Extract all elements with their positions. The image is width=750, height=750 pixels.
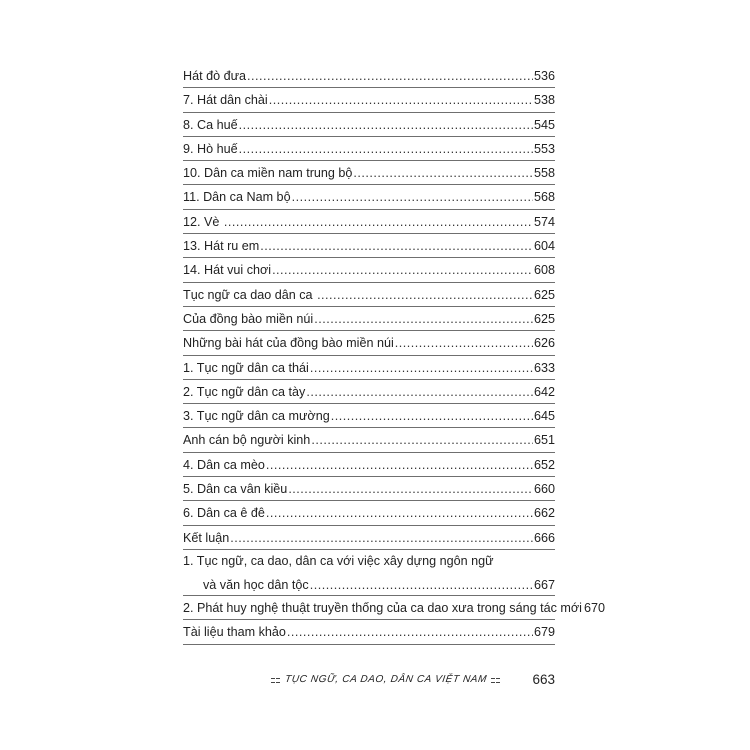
dot-leader: [317, 283, 533, 307]
toc-entry: [183, 477, 555, 501]
toc-entry-row: [183, 501, 555, 525]
toc-entry-row: [183, 596, 605, 620]
dot-leader: [224, 210, 533, 234]
toc-entry-page: 608: [533, 263, 555, 278]
toc-entry-page: 536: [533, 69, 555, 83]
toc-entry: [183, 526, 555, 550]
dot-leader: [395, 331, 533, 355]
dot-leader: [247, 64, 533, 88]
toc-entry-page: 538: [533, 93, 555, 108]
toc-entry-title: 10. Dân ca miền nam trung bộ: [183, 166, 353, 181]
toc-entry-title: 5. Dân ca vân kiều: [183, 482, 288, 497]
dot-leader: [331, 404, 533, 428]
toc-entry: [183, 137, 555, 161]
toc-entry-page: 679: [533, 625, 555, 640]
toc-entry-row: [183, 620, 555, 644]
toc-entry-title: 9. Hò huế: [183, 141, 238, 156]
toc-entry-row: [183, 573, 555, 597]
toc-entry-row: [183, 356, 555, 380]
toc-entry-title: 8. Ca huế: [183, 117, 238, 132]
toc-entry-row: [183, 113, 555, 137]
toc-entry-row: [183, 380, 555, 404]
dot-leader: [310, 356, 533, 380]
toc-entry-title: 4. Dân ca mèo: [183, 457, 265, 472]
toc-entry-row: [183, 137, 555, 161]
toc-entry-title-line1: 1. Tục ngữ, ca dao, dân ca với việc xây dựng ngôn ngữ: [183, 553, 494, 568]
toc-entry-row: [183, 526, 555, 550]
toc-entry: [183, 596, 605, 620]
dot-leader: [272, 258, 533, 282]
toc-entry-title: Tục ngữ ca dao dân ca: [183, 287, 317, 302]
toc-entry: [183, 210, 555, 234]
toc-entry-row: [183, 307, 555, 331]
toc-entry-page: 652: [533, 457, 555, 472]
dot-leader: [292, 185, 533, 209]
page-footer: [270, 669, 555, 689]
toc-entry-page: 604: [533, 239, 555, 254]
toc-entry-title: 3. Tục ngữ dân ca mường: [183, 409, 330, 424]
toc-entry: [183, 307, 555, 331]
toc-entry-title: 14. Hát vui chơi: [183, 263, 272, 278]
page-number: 663: [532, 671, 555, 687]
toc-entry-page: 626: [533, 336, 555, 351]
toc-entry-row: [183, 453, 555, 477]
toc-entry-page: 662: [533, 506, 555, 521]
toc-entry: [183, 428, 555, 452]
toc-entry-row: [183, 283, 555, 307]
toc-entry: [183, 620, 555, 644]
toc-entry-page: 553: [533, 141, 555, 156]
toc-entry-row: [183, 258, 555, 282]
dot-leader: [288, 477, 533, 501]
dot-leader: [266, 501, 533, 525]
running-title: TỤC NGỮ, CA DAO, DÂN CA VIỆT NAM: [284, 673, 488, 685]
toc-entry-page: 667: [533, 577, 555, 592]
ornament-right-icon: [490, 675, 502, 683]
toc-entry-title: Anh cán bộ người kinh: [183, 433, 311, 448]
toc-entry: [183, 356, 555, 380]
toc-entry-page: 545: [533, 117, 555, 132]
dot-leader: [266, 453, 533, 477]
toc-entry-page: 574: [533, 214, 555, 229]
toc-entry: [183, 331, 555, 355]
toc-entry: [183, 113, 555, 137]
toc-entry-page: 666: [533, 530, 555, 545]
toc-entry-page: 558: [533, 166, 555, 181]
dot-leader: [310, 573, 533, 597]
dot-leader: [260, 234, 533, 258]
toc-entry-page: 625: [533, 287, 555, 302]
toc-entry-page: 568: [533, 190, 555, 205]
entry-underline: [183, 644, 555, 645]
toc-entry-row: [183, 64, 555, 88]
toc-entry-title: 2. Phát huy nghệ thuật truyền thống của ca dao xưa trong sáng tác mới: [183, 600, 582, 615]
toc-entry: [183, 161, 555, 185]
toc-entry-row: [183, 210, 555, 234]
toc-entry-title: 13. Hát ru em: [183, 239, 260, 254]
toc-entry-row: [183, 234, 555, 258]
toc-entry-title: Những bài hát của đồng bào miền núi: [183, 336, 394, 351]
toc-entry-title: Của đồng bào miền núi: [183, 311, 314, 326]
toc-entry: [183, 185, 555, 209]
toc-entry-multiline: [183, 550, 555, 596]
dot-leader: [239, 137, 533, 161]
toc-entry: [183, 453, 555, 477]
toc-entry-title: 11. Dân ca Nam bộ: [183, 190, 291, 205]
toc-entry: [183, 404, 555, 428]
dot-leader: [287, 620, 533, 644]
dot-leader: [311, 428, 533, 452]
toc-entry-title: Tài liệu tham khảo: [183, 625, 286, 640]
toc-entry-page: 645: [533, 409, 555, 424]
toc-entry-title: 1. Tục ngữ dân ca thái: [183, 360, 309, 375]
dot-leader: [306, 380, 533, 404]
toc-entry-row: [183, 477, 555, 501]
toc-entry-page: 651: [533, 433, 555, 448]
ornament-left-icon: [270, 675, 282, 683]
toc-entry-title-line2: và văn học dân tộc: [203, 577, 309, 592]
toc-entry-title: Hát đò đưa: [183, 69, 247, 83]
toc-entry-page: 670: [583, 600, 605, 615]
table-of-contents: [183, 64, 605, 645]
toc-entry-title: 6. Dân ca ê đê: [183, 506, 265, 521]
toc-entry-page: 660: [533, 482, 555, 497]
toc-entry-page: 625: [533, 311, 555, 326]
toc-entry-page: 633: [533, 360, 555, 375]
toc-entry-row: [183, 428, 555, 452]
toc-entry: [183, 258, 555, 282]
dot-leader: [230, 526, 533, 550]
toc-entry-row: [183, 185, 555, 209]
toc-entry-title: Kết luận: [183, 530, 230, 545]
toc-entry-title: 12. Vè: [183, 214, 223, 229]
toc-entry-row: [183, 331, 555, 355]
toc-entry-row: [183, 404, 555, 428]
toc-entry-row: [183, 88, 555, 112]
toc-entry: [183, 64, 555, 88]
dot-leader: [239, 113, 533, 137]
toc-entry-page: 642: [533, 384, 555, 399]
dot-leader: [353, 161, 533, 185]
toc-entry-title: 7. Hát dân chài: [183, 93, 268, 108]
toc-entry-title: 2. Tục ngữ dân ca tày: [183, 384, 306, 399]
toc-entry-row: [183, 161, 555, 185]
toc-entry: [183, 283, 555, 307]
toc-entry: [183, 501, 555, 525]
dot-leader: [269, 88, 533, 112]
toc-entry: [183, 380, 555, 404]
dot-leader: [314, 307, 533, 331]
toc-entry: [183, 234, 555, 258]
toc-entry: [183, 88, 555, 112]
